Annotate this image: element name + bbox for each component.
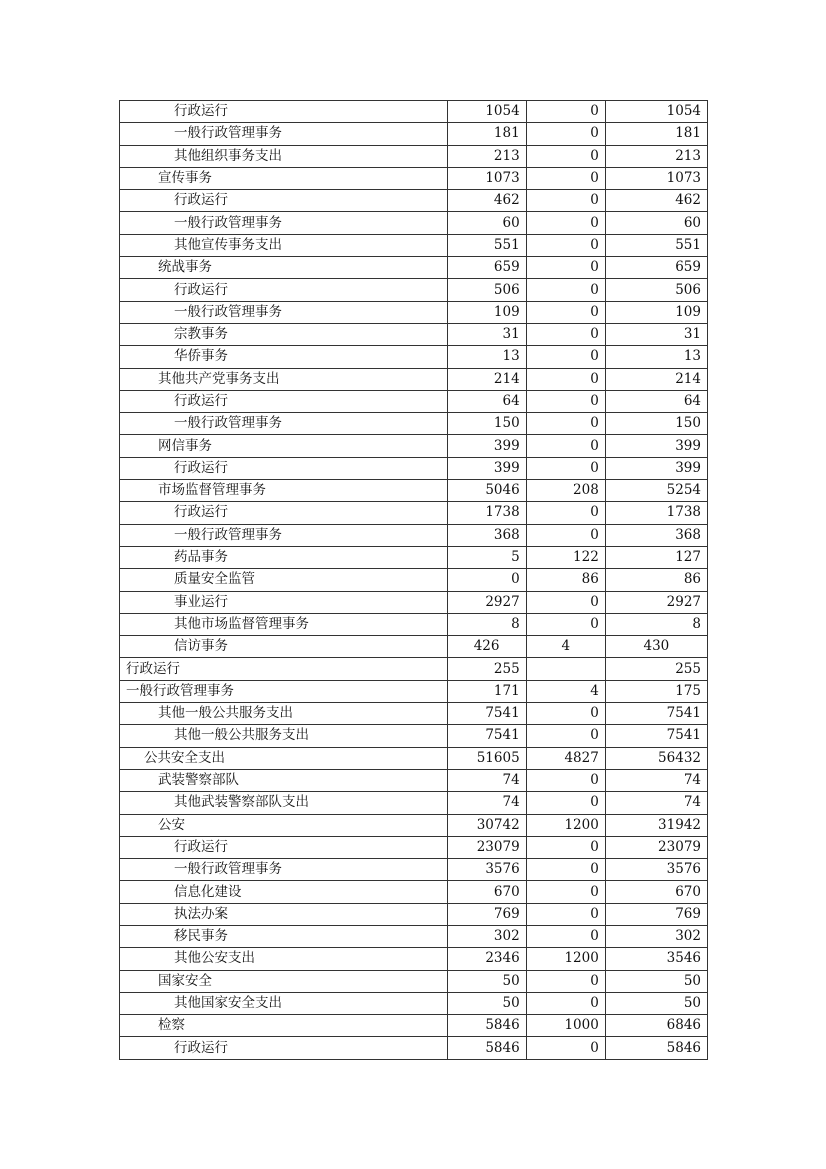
budget-table-body [120, 101, 708, 1060]
value-cell-3: 1738 [605, 502, 707, 524]
value-cell-3: 181 [605, 123, 707, 145]
value-cell-3: 462 [605, 190, 707, 212]
table-row [120, 145, 708, 167]
item-name-cell: 市场监督管理事务 [120, 480, 448, 502]
item-name-cell: 检察 [120, 1015, 448, 1037]
value-cell-3: 74 [605, 769, 707, 791]
table-row [120, 212, 708, 234]
item-name-cell: 网信事务 [120, 435, 448, 457]
item-name-cell: 一般行政管理事务 [120, 413, 448, 435]
item-name-cell: 公共安全支出 [120, 747, 448, 769]
value-cell-1: 214 [447, 368, 526, 390]
value-cell-3: 213 [605, 145, 707, 167]
item-name-cell: 其他国家安全支出 [120, 992, 448, 1014]
value-cell-3: 5846 [605, 1037, 707, 1059]
value-cell-2: 0 [526, 435, 605, 457]
value-cell-1: 0 [447, 569, 526, 591]
item-name-cell: 其他市场监督管理事务 [120, 613, 448, 635]
item-name-cell: 武装警察部队 [120, 769, 448, 791]
value-cell-2: 0 [526, 145, 605, 167]
value-cell-3: 6846 [605, 1015, 707, 1037]
value-cell-2: 0 [526, 279, 605, 301]
value-cell-3: 127 [605, 546, 707, 568]
table-row [120, 101, 708, 123]
table-row [120, 836, 708, 858]
value-cell-3: 50 [605, 992, 707, 1014]
value-cell-2 [526, 658, 605, 680]
value-cell-1: 31 [447, 323, 526, 345]
item-name-cell: 一般行政管理事务 [120, 680, 448, 702]
value-cell-3: 13 [605, 346, 707, 368]
item-name-cell: 执法办案 [120, 903, 448, 925]
value-cell-3: 1054 [605, 101, 707, 123]
item-name-cell: 其他一般公共服务支出 [120, 725, 448, 747]
value-cell-3: 430 [605, 636, 707, 658]
value-cell-1: 171 [447, 680, 526, 702]
item-name-cell: 其他武装警察部队支出 [120, 792, 448, 814]
item-name-cell: 其他宣传事务支出 [120, 234, 448, 256]
value-cell-3: 399 [605, 435, 707, 457]
value-cell-2: 0 [526, 725, 605, 747]
table-row [120, 1015, 708, 1037]
value-cell-3: 399 [605, 457, 707, 479]
value-cell-1: 670 [447, 881, 526, 903]
item-name-cell: 行政运行 [120, 390, 448, 412]
item-name-cell: 行政运行 [120, 457, 448, 479]
item-name-cell: 行政运行 [120, 279, 448, 301]
item-name-cell: 行政运行 [120, 101, 448, 123]
value-cell-3: 8 [605, 613, 707, 635]
value-cell-2: 0 [526, 881, 605, 903]
value-cell-2: 86 [526, 569, 605, 591]
value-cell-2: 1200 [526, 948, 605, 970]
value-cell-2: 0 [526, 925, 605, 947]
value-cell-1: 213 [447, 145, 526, 167]
value-cell-2: 0 [526, 346, 605, 368]
item-name-cell: 其他共产党事务支出 [120, 368, 448, 390]
value-cell-2: 208 [526, 480, 605, 502]
value-cell-1: 5 [447, 546, 526, 568]
value-cell-3: 31 [605, 323, 707, 345]
item-name-cell: 行政运行 [120, 1037, 448, 1059]
value-cell-3: 50 [605, 970, 707, 992]
value-cell-2: 0 [526, 167, 605, 189]
value-cell-1: 50 [447, 992, 526, 1014]
table-row [120, 413, 708, 435]
value-cell-3: 31942 [605, 814, 707, 836]
table-row [120, 346, 708, 368]
value-cell-2: 4 [526, 680, 605, 702]
table-row [120, 368, 708, 390]
value-cell-1: 150 [447, 413, 526, 435]
value-cell-3: 368 [605, 524, 707, 546]
value-cell-1: 2927 [447, 591, 526, 613]
value-cell-1: 302 [447, 925, 526, 947]
table-row [120, 725, 708, 747]
value-cell-2: 4 [526, 636, 605, 658]
table-row [120, 903, 708, 925]
item-name-cell: 行政运行 [120, 658, 448, 680]
table-row [120, 301, 708, 323]
value-cell-3: 60 [605, 212, 707, 234]
value-cell-2: 0 [526, 502, 605, 524]
item-name-cell: 宗教事务 [120, 323, 448, 345]
value-cell-3: 302 [605, 925, 707, 947]
table-row [120, 747, 708, 769]
table-row [120, 613, 708, 635]
item-name-cell: 国家安全 [120, 970, 448, 992]
value-cell-2: 0 [526, 836, 605, 858]
value-cell-3: 56432 [605, 747, 707, 769]
table-row [120, 524, 708, 546]
value-cell-2: 0 [526, 703, 605, 725]
value-cell-1: 255 [447, 658, 526, 680]
table-row [120, 859, 708, 881]
value-cell-3: 7541 [605, 725, 707, 747]
value-cell-3: 659 [605, 257, 707, 279]
value-cell-1: 51605 [447, 747, 526, 769]
item-name-cell: 行政运行 [120, 190, 448, 212]
table-row [120, 703, 708, 725]
value-cell-1: 1738 [447, 502, 526, 524]
table-row [120, 457, 708, 479]
value-cell-2: 0 [526, 234, 605, 256]
value-cell-3: 86 [605, 569, 707, 591]
value-cell-1: 8 [447, 613, 526, 635]
value-cell-1: 60 [447, 212, 526, 234]
value-cell-1: 74 [447, 769, 526, 791]
value-cell-2: 0 [526, 413, 605, 435]
item-name-cell: 信访事务 [120, 636, 448, 658]
table-row [120, 502, 708, 524]
value-cell-1: 5046 [447, 480, 526, 502]
item-name-cell: 事业运行 [120, 591, 448, 613]
value-cell-1: 659 [447, 257, 526, 279]
item-name-cell: 一般行政管理事务 [120, 524, 448, 546]
value-cell-1: 1054 [447, 101, 526, 123]
value-cell-2: 0 [526, 101, 605, 123]
item-name-cell: 移民事务 [120, 925, 448, 947]
item-name-cell: 药品事务 [120, 546, 448, 568]
item-name-cell: 公安 [120, 814, 448, 836]
value-cell-3: 3546 [605, 948, 707, 970]
value-cell-1: 769 [447, 903, 526, 925]
value-cell-3: 670 [605, 881, 707, 903]
value-cell-1: 13 [447, 346, 526, 368]
value-cell-1: 74 [447, 792, 526, 814]
value-cell-1: 181 [447, 123, 526, 145]
item-name-cell: 一般行政管理事务 [120, 212, 448, 234]
value-cell-3: 506 [605, 279, 707, 301]
value-cell-1: 399 [447, 435, 526, 457]
value-cell-1: 368 [447, 524, 526, 546]
value-cell-2: 0 [526, 970, 605, 992]
table-row [120, 257, 708, 279]
item-name-cell: 一般行政管理事务 [120, 301, 448, 323]
value-cell-2: 4827 [526, 747, 605, 769]
item-name-cell: 其他公安支出 [120, 948, 448, 970]
item-name-cell: 其他组织事务支出 [120, 145, 448, 167]
value-cell-1: 7541 [447, 703, 526, 725]
value-cell-3: 1073 [605, 167, 707, 189]
value-cell-2: 122 [526, 546, 605, 568]
value-cell-3: 5254 [605, 480, 707, 502]
table-row [120, 591, 708, 613]
value-cell-3: 214 [605, 368, 707, 390]
table-row [120, 390, 708, 412]
value-cell-1: 2346 [447, 948, 526, 970]
table-row [120, 636, 708, 658]
value-cell-1: 551 [447, 234, 526, 256]
value-cell-3: 175 [605, 680, 707, 702]
table-row [120, 167, 708, 189]
table-row [120, 279, 708, 301]
value-cell-2: 0 [526, 257, 605, 279]
table-row [120, 769, 708, 791]
value-cell-2: 0 [526, 1037, 605, 1059]
item-name-cell: 信息化建设 [120, 881, 448, 903]
table-row [120, 546, 708, 568]
item-name-cell: 一般行政管理事务 [120, 123, 448, 145]
value-cell-3: 7541 [605, 703, 707, 725]
table-row [120, 123, 708, 145]
table-row [120, 992, 708, 1014]
value-cell-3: 74 [605, 792, 707, 814]
value-cell-1: 64 [447, 390, 526, 412]
value-cell-2: 0 [526, 123, 605, 145]
value-cell-3: 255 [605, 658, 707, 680]
value-cell-3: 3576 [605, 859, 707, 881]
table-row [120, 1037, 708, 1059]
table-row [120, 658, 708, 680]
table-row [120, 792, 708, 814]
value-cell-1: 506 [447, 279, 526, 301]
value-cell-1: 30742 [447, 814, 526, 836]
table-row [120, 480, 708, 502]
item-name-cell: 一般行政管理事务 [120, 859, 448, 881]
value-cell-1: 109 [447, 301, 526, 323]
value-cell-1: 5846 [447, 1037, 526, 1059]
value-cell-1: 1073 [447, 167, 526, 189]
table-row [120, 435, 708, 457]
item-name-cell: 行政运行 [120, 836, 448, 858]
value-cell-2: 0 [526, 903, 605, 925]
table-row [120, 948, 708, 970]
value-cell-1: 3576 [447, 859, 526, 881]
table-row [120, 680, 708, 702]
item-name-cell: 统战事务 [120, 257, 448, 279]
value-cell-2: 0 [526, 212, 605, 234]
table-row [120, 925, 708, 947]
value-cell-1: 7541 [447, 725, 526, 747]
value-cell-2: 0 [526, 457, 605, 479]
value-cell-2: 0 [526, 301, 605, 323]
value-cell-2: 0 [526, 591, 605, 613]
value-cell-2: 0 [526, 368, 605, 390]
item-name-cell: 质量安全监管 [120, 569, 448, 591]
value-cell-2: 0 [526, 769, 605, 791]
value-cell-3: 23079 [605, 836, 707, 858]
value-cell-1: 50 [447, 970, 526, 992]
table-row [120, 323, 708, 345]
value-cell-3: 551 [605, 234, 707, 256]
value-cell-1: 399 [447, 457, 526, 479]
table-row [120, 569, 708, 591]
value-cell-1: 426 [447, 636, 526, 658]
value-cell-2: 0 [526, 524, 605, 546]
value-cell-2: 0 [526, 859, 605, 881]
item-name-cell: 其他一般公共服务支出 [120, 703, 448, 725]
item-name-cell: 行政运行 [120, 502, 448, 524]
value-cell-2: 0 [526, 390, 605, 412]
value-cell-3: 109 [605, 301, 707, 323]
value-cell-2: 0 [526, 992, 605, 1014]
value-cell-2: 0 [526, 613, 605, 635]
table-row [120, 970, 708, 992]
table-row [120, 814, 708, 836]
table-row [120, 190, 708, 212]
value-cell-1: 5846 [447, 1015, 526, 1037]
value-cell-2: 0 [526, 792, 605, 814]
value-cell-1: 462 [447, 190, 526, 212]
value-cell-3: 150 [605, 413, 707, 435]
value-cell-1: 23079 [447, 836, 526, 858]
value-cell-2: 1200 [526, 814, 605, 836]
item-name-cell: 华侨事务 [120, 346, 448, 368]
value-cell-3: 2927 [605, 591, 707, 613]
value-cell-2: 0 [526, 323, 605, 345]
value-cell-3: 769 [605, 903, 707, 925]
value-cell-2: 1000 [526, 1015, 605, 1037]
value-cell-2: 0 [526, 190, 605, 212]
budget-table [119, 100, 708, 1060]
value-cell-3: 64 [605, 390, 707, 412]
table-row [120, 881, 708, 903]
table-row [120, 234, 708, 256]
item-name-cell: 宣传事务 [120, 167, 448, 189]
